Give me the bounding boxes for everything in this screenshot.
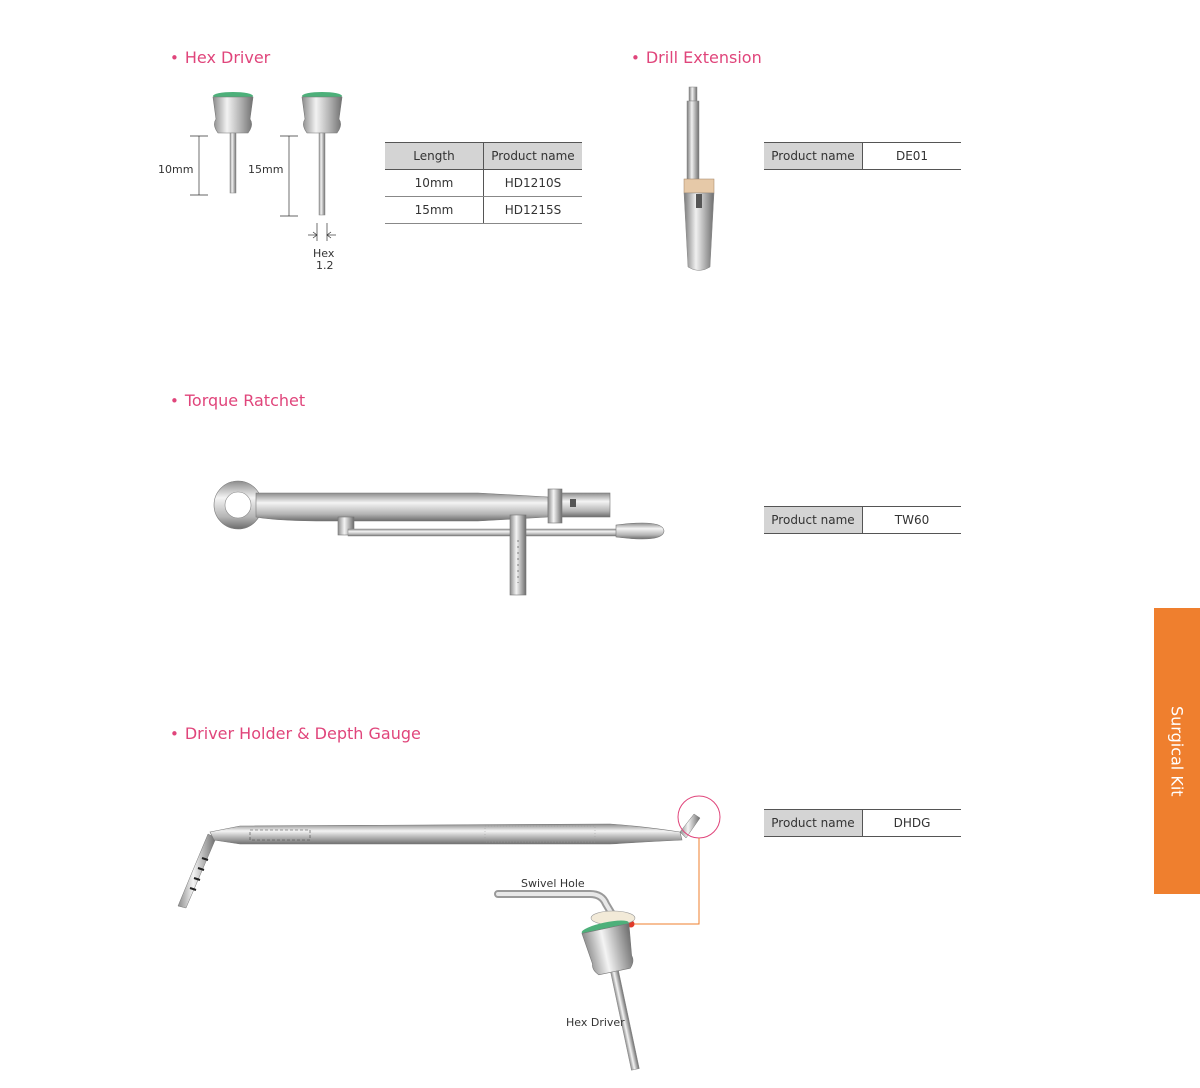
dim-10mm-label: 10mm xyxy=(158,163,194,176)
product-row xyxy=(764,810,961,837)
table-row xyxy=(385,197,582,224)
bullet-icon: • xyxy=(170,725,179,743)
driver-holder-title-text: Driver Holder & Depth Gauge xyxy=(184,724,421,743)
table-cell-product: HD1210S xyxy=(484,170,583,197)
torque-ratchet-title xyxy=(170,391,305,410)
table-cell-product: HD1215S xyxy=(484,197,583,224)
dim-15mm-label: 15mm xyxy=(248,163,284,176)
product-name-value: TW60 xyxy=(863,507,962,534)
table-header-product: Product name xyxy=(484,143,583,170)
drill-extension-image xyxy=(670,82,730,277)
drill-extension-title-text: Drill Extension xyxy=(645,48,762,67)
product-name-label: Product name xyxy=(764,810,863,837)
torque-ratchet-product-table xyxy=(764,506,961,534)
product-row xyxy=(764,507,961,534)
hex-label: Hex xyxy=(313,247,335,260)
hex-value-label: 1.2 xyxy=(316,259,334,272)
torque-ratchet-title-text: Torque Ratchet xyxy=(184,391,306,410)
product-name-value: DE01 xyxy=(863,143,962,170)
product-name-label: Product name xyxy=(764,143,863,170)
product-row xyxy=(764,143,961,170)
table-cell-length: 15mm xyxy=(385,197,484,224)
table-header-row xyxy=(385,143,582,170)
torque-ratchet-image xyxy=(208,475,678,605)
bullet-icon: • xyxy=(170,49,179,67)
table-row xyxy=(385,170,582,197)
driver-holder-product-table xyxy=(764,809,961,837)
table-cell-length: 10mm xyxy=(385,170,484,197)
swivel-hole-label: Swivel Hole xyxy=(521,877,585,890)
hex-driver-callout-label: Hex Driver xyxy=(566,1016,625,1029)
surgical-kit-tab-label: Surgical Kit xyxy=(1167,705,1187,797)
hex-driver-10mm-image xyxy=(213,92,253,193)
table-header-length: Length xyxy=(385,143,484,170)
driver-holder-title xyxy=(170,724,421,743)
product-name-label: Product name xyxy=(764,507,863,534)
bullet-icon: • xyxy=(170,392,179,410)
bullet-icon: • xyxy=(631,49,640,67)
hex-driver-title-text: Hex Driver xyxy=(184,48,271,67)
hex-driver-15mm-image xyxy=(302,92,342,215)
hex-driver-title xyxy=(170,48,270,67)
surgical-kit-tab[interactable] xyxy=(1154,608,1200,894)
drill-extension-title xyxy=(631,48,762,67)
hex-driver-illustration xyxy=(150,85,370,275)
driver-holder-image xyxy=(170,790,730,1080)
hex-driver-table xyxy=(385,142,582,224)
product-name-value: DHDG xyxy=(863,810,962,837)
drill-extension-product-table xyxy=(764,142,961,170)
